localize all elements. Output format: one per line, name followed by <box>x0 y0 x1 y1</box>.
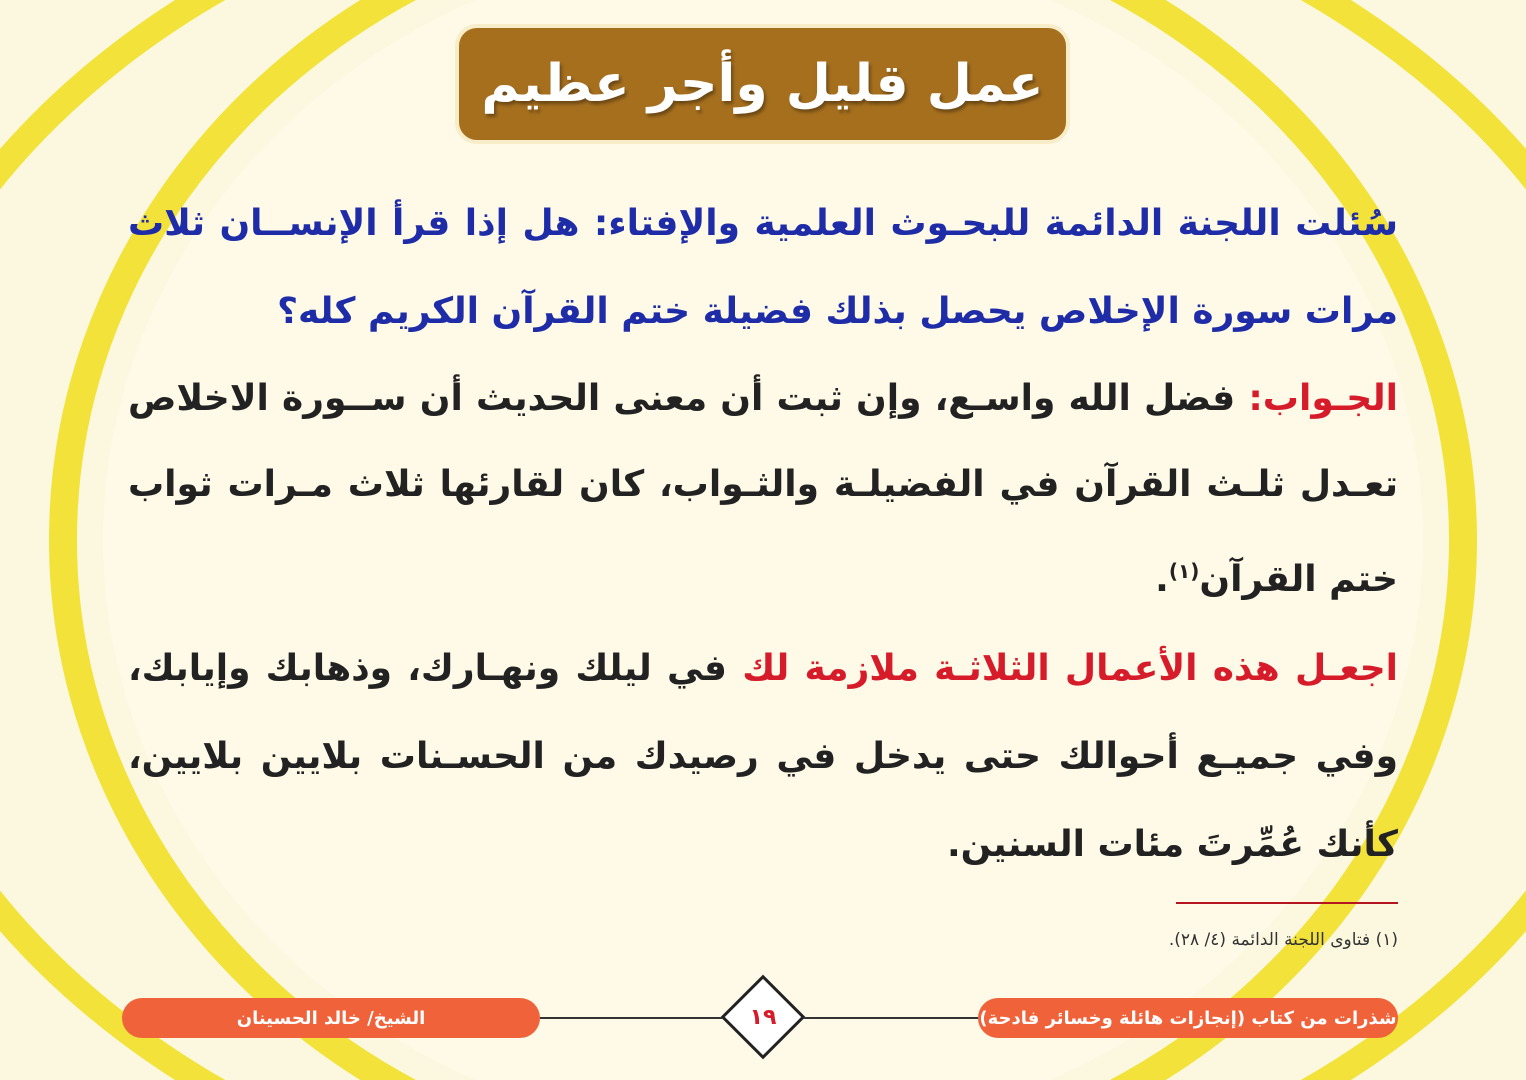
tip-text: في ليلك ونهـارك، وذهابك وإيابك، وفي جميـع أحوالك حتى يدخل في رصيدك من الحسـنات بلايين بلايين، كأنك عُمِّرتَ مئات السنين. <box>128 648 1398 865</box>
footer-author: الشيخ/ خالد الحسينان <box>122 998 540 1038</box>
tip-emphasis: اجعـل هذه الأعمال الثلاثـة ملازمة لك <box>742 648 1398 689</box>
footnote: (١) فتاوى اللجنة الدائمة (٤/ ٢٨). <box>1168 930 1398 950</box>
footer-book-title: شذرات من كتاب (إنجازات هائلة وخسائر فادحة) <box>978 998 1398 1038</box>
question-paragraph: سُئلت اللجنة الدائمة للبحـوث العلمية والإفتاء: هل إذا قرأ الإنســان ثلاث مرات سورة الإخلاص يحصل بذلك فضيلة ختم القرآن الكريم كله؟ <box>128 203 1398 332</box>
page-title: عمل قليل وأجر عظيم <box>455 24 1070 144</box>
answer-end: . <box>1155 559 1169 600</box>
page-number: ١٩ <box>749 1004 777 1030</box>
tip-paragraph <box>128 625 1398 889</box>
footnote-reference: (١) <box>1168 559 1200 583</box>
answer-text: فضل الله واسـع، وإن ثبت أن معنى الحديث أن ســورة الاخلاص تعـدل ثلـث القرآن في الفضيلـة والثـواب، كان لقارئها ثلاث مـرات ثواب ختم القرآن <box>128 378 1398 600</box>
footnote-divider <box>1176 902 1398 904</box>
answer-label: الجـواب: <box>1248 378 1398 419</box>
answer-paragraph <box>128 356 1398 623</box>
